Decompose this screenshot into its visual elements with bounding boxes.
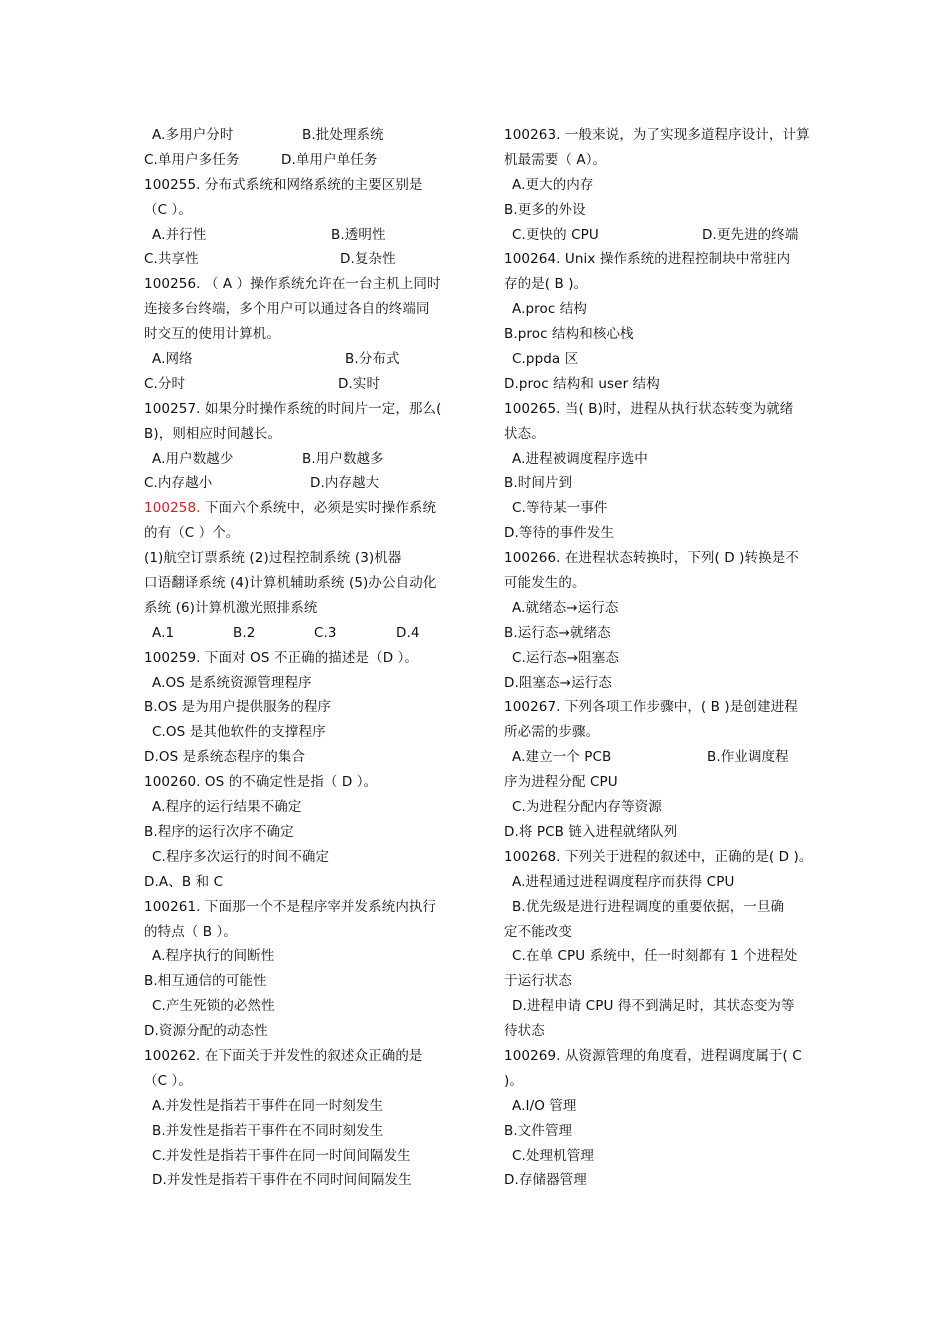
option-a: A.网络 [152, 351, 193, 368]
option-c: C.等待某一事件 [512, 500, 608, 517]
option-c: C.3 [314, 624, 337, 641]
question-100269: 100269. 从资源管理的角度看，进程调度属于( C [504, 1047, 802, 1064]
option-b: B.程序的运行次序不确定 [144, 823, 294, 840]
option-d: D.复杂性 [340, 251, 396, 268]
option-c: C.程序多次运行的时间不确定 [152, 848, 330, 865]
option-d: D.proc 结构和 user 结构 [504, 375, 660, 392]
option-c-continued: 于运行状态 [504, 973, 572, 990]
option-row [144, 347, 454, 372]
option-a: A.I/O 管理 [512, 1097, 577, 1114]
option-d: D.A、B 和 C [144, 873, 224, 890]
option-c: C.为进程分配内存等资源 [512, 799, 662, 816]
option-row [144, 471, 454, 496]
question-100256: 100256. （ A ）操作系统允许在一台主机上同时 [144, 276, 441, 293]
option-c: C.内存越小 [144, 475, 213, 492]
option-c: C.处理机管理 [512, 1147, 594, 1164]
option-row [144, 447, 454, 472]
option-a: A.进程通过进程调度程序而获得 CPU [512, 873, 735, 890]
question-text: 机最需要（ A）。 [504, 151, 607, 168]
question-100267: 100267. 下列各项工作步骤中，( B )是创建进程 [504, 699, 798, 716]
option-a: A.proc 结构 [512, 301, 587, 318]
question-100268: 100268. 下列关于进程的叙述中，正确的是( D )。 [504, 848, 813, 865]
question-text: 的特点（ B ）。 [144, 923, 237, 940]
question-100262: 100262. 在下面关于并发性的叙述众正确的是 [144, 1047, 423, 1064]
option-d: D.进程申请 CPU 得不到满足时，其状态变为等 [512, 998, 795, 1015]
option-d: D.资源分配的动态性 [144, 1023, 268, 1040]
option-d: D.内存越大 [310, 475, 380, 492]
option-c: C.ppda 区 [512, 351, 579, 368]
option-b: B.proc 结构和核心栈 [504, 326, 634, 343]
question-text: (1)航空订票系统 (2)过程控制系统 (3)机器 [144, 550, 402, 567]
option-c: C.更快的 CPU [512, 226, 599, 243]
question-100255: 100255. 分布式系统和网络系统的主要区别是 [144, 176, 423, 193]
option-d: D.将 PCB 链入进程就绪队列 [504, 823, 678, 840]
option-d: D.4 [396, 624, 420, 641]
option-a: A.就绪态→运行态 [512, 599, 619, 616]
question-text: 时交互的使用计算机。 [144, 326, 280, 343]
question-text: 口语翻译系统 (4)计算机辅助系统 (5)办公自动化 [144, 575, 437, 592]
right-column [504, 123, 814, 1193]
option-d-continued: 待状态 [504, 1023, 545, 1040]
option-d: D.单用户单任务 [281, 151, 378, 168]
option-a: A.建立一个 PCB [512, 749, 612, 766]
option-b: B.透明性 [331, 226, 386, 243]
option-a: A.更大的内存 [512, 176, 594, 193]
question-text: )。 [504, 1072, 523, 1089]
question-text: B)，则相应时间越长。 [144, 425, 282, 442]
question-text: 所必需的步骤。 [504, 724, 600, 741]
option-row [144, 223, 454, 248]
option-a: A.并行性 [152, 226, 207, 243]
question-text: 的有（C ）个。 [144, 525, 240, 542]
question-text: （C ）。 [144, 1072, 192, 1089]
question-text: 存的是( B )。 [504, 276, 588, 293]
option-b-continued: 定不能改变 [504, 923, 572, 940]
question-number-highlight: 100258. [144, 500, 201, 517]
option-b: B.运行态→就绪态 [504, 624, 611, 641]
question-100264: 100264. Unix 操作系统的进程控制块中常驻内 [504, 251, 791, 268]
option-b-continued: 序为进程分配 CPU [504, 774, 618, 791]
option-a: A.并发性是指若干事件在同一时刻发生 [152, 1097, 384, 1114]
option-d: D.阻塞态→运行态 [504, 674, 612, 691]
option-d: D.更先进的终端 [702, 226, 799, 243]
option-row [144, 372, 454, 397]
option-c: C.并发性是指若干事件在同一时间间隔发生 [152, 1147, 411, 1164]
question-100259: 100259. 下面对 OS 不正确的描述是（D ）。 [144, 649, 419, 666]
question-text: 可能发生的。 [504, 575, 586, 592]
option-c: C.分时 [144, 375, 186, 392]
option-b: B.2 [233, 624, 256, 641]
question-100261: 100261. 下面那一个不是程序宰并发系统内执行 [144, 898, 437, 915]
option-a: A.多用户分时 [152, 127, 234, 143]
question-100258 [144, 496, 454, 521]
option-a: A.进程被调度程序选中 [512, 450, 648, 467]
option-a: A.程序的运行结果不确定 [152, 799, 302, 816]
question-text: 连接多台终端，多个用户可以通过各自的终端同 [144, 301, 430, 318]
option-a: A.OS 是系统资源管理程序 [152, 674, 312, 691]
option-b: B.优先级是进行进程调度的重要依据，一旦确 [512, 898, 785, 915]
option-a: A.1 [152, 624, 175, 641]
question-text: 系统 (6)计算机激光照排系统 [144, 599, 318, 616]
option-b: B.分布式 [345, 351, 400, 368]
option-row [504, 745, 814, 770]
option-c: C.运行态→阻塞态 [512, 649, 619, 666]
option-a: A.程序执行的间断性 [152, 948, 275, 965]
question-100263: 100263. 一般来说，为了实现多道程序设计，计算 [504, 127, 810, 143]
option-b: B.时间片到 [504, 475, 573, 492]
option-d: D.等待的事件发生 [504, 525, 615, 542]
option-d: D.OS 是系统态程序的集合 [144, 749, 306, 766]
question-text: 状态。 [504, 425, 545, 442]
option-b: B.用户数越多 [302, 450, 384, 467]
question-100265: 100265. 当( B)时，进程从执行状态转变为就绪 [504, 400, 794, 417]
option-b: B.并发性是指若干事件在不同时刻发生 [152, 1122, 384, 1139]
question-100266: 100266. 在进程状态转换时，下列( D )转换是不 [504, 550, 799, 567]
option-d: D.并发性是指若干事件在不同时间间隔发生 [152, 1172, 412, 1189]
option-row [144, 123, 454, 148]
option-row [144, 148, 454, 173]
option-b: B.相互通信的可能性 [144, 973, 267, 990]
option-c: C.OS 是其他软件的支撑程序 [152, 724, 326, 741]
option-b: B.作业调度程 [707, 749, 789, 766]
option-c: C.产生死锁的必然性 [152, 998, 275, 1015]
option-b: B.OS 是为用户提供服务的程序 [144, 699, 332, 716]
question-text: （C ）。 [144, 201, 192, 218]
option-b: B.更多的外设 [504, 201, 586, 218]
option-b: B.文件管理 [504, 1122, 573, 1139]
option-c: C.在单 CPU 系统中，任一时刻都有 1 个进程处 [512, 948, 798, 965]
option-d: D.存储器管理 [504, 1172, 587, 1189]
question-100260: 100260. OS 的不确定性是指（ D ）。 [144, 774, 378, 791]
question-text: 下面六个系统中，必须是实时操作系统 [200, 500, 437, 517]
option-row [144, 247, 454, 272]
option-row [504, 223, 814, 248]
question-100257: 100257. 如果分时操作系统的时间片一定，那么( [144, 400, 442, 417]
option-row [144, 621, 454, 646]
left-column [144, 123, 454, 1193]
option-a: A.用户数越少 [152, 450, 234, 467]
option-d: D.实时 [338, 375, 381, 392]
option-c: C.共享性 [144, 251, 199, 268]
option-b: B.批处理系统 [302, 127, 384, 143]
option-c: C.单用户多任务 [144, 151, 240, 168]
